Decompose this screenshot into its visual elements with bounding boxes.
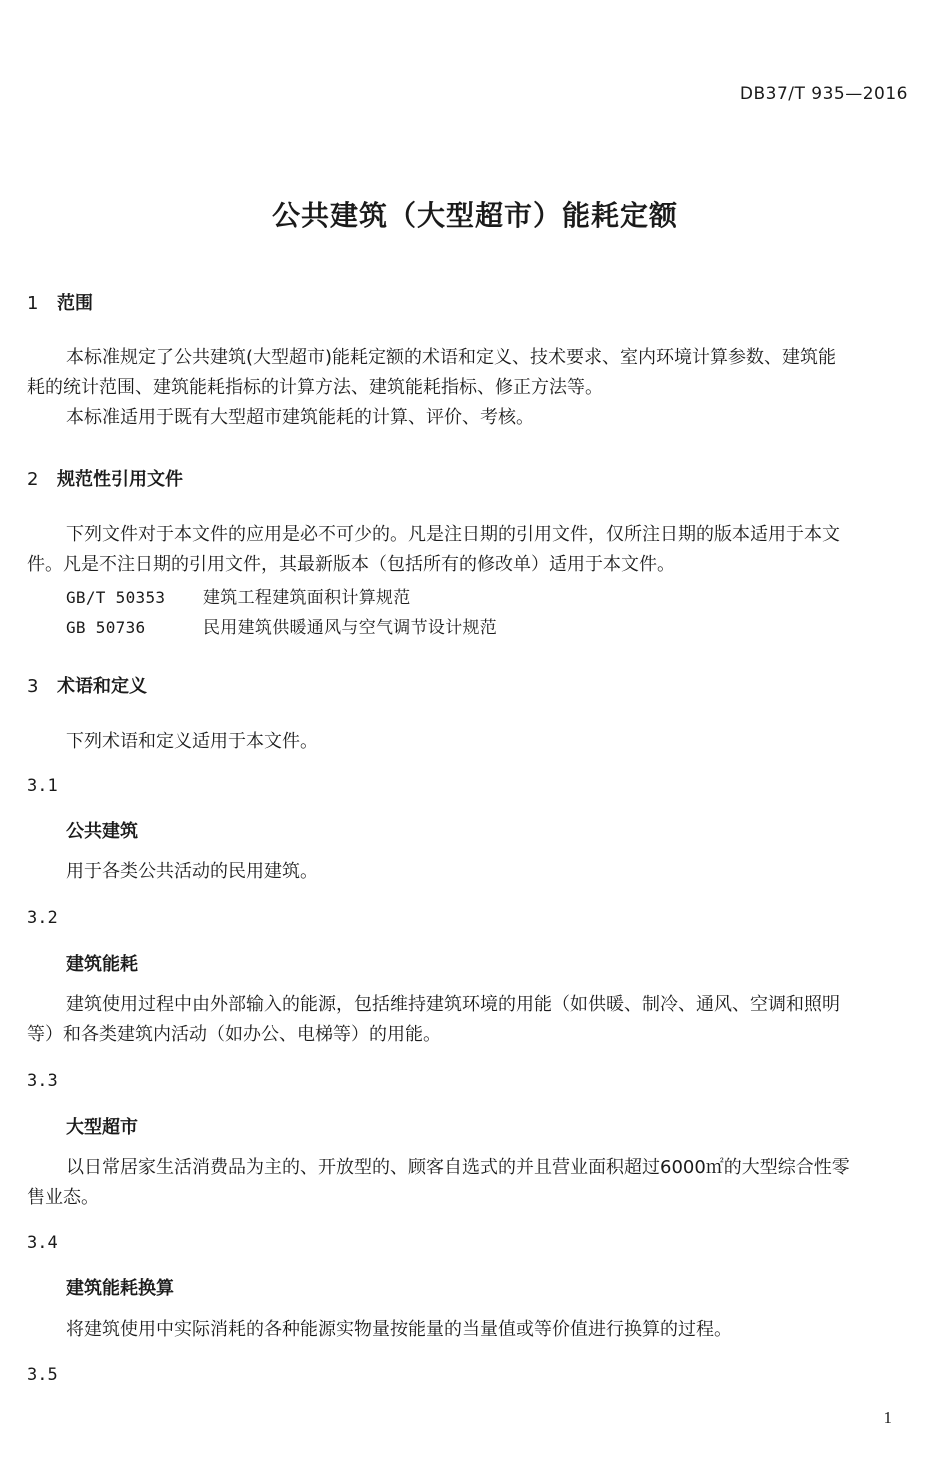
- section-1-heading: [27, 289, 93, 315]
- section-title: 范围: [57, 293, 93, 314]
- section-2-heading: [27, 465, 183, 491]
- paragraph-line: 本标准适用于既有大型超市建筑能耗的计算、评价、考核。: [66, 407, 534, 428]
- term-definition: 用于各类公共活动的民用建筑。: [66, 861, 318, 882]
- term-heading: 公共建筑: [66, 821, 138, 842]
- paragraph-line: 本标准规定了公共建筑(大型超市)能耗定额的术语和定义、技术要求、室内环境计算参数、建筑能: [66, 347, 837, 368]
- section-number: 2: [27, 469, 39, 490]
- reference-code: GB 50736: [66, 618, 146, 637]
- paragraph-line: 下列术语和定义适用于本文件。: [66, 731, 318, 752]
- term-definition: 以日常居家生活消费品为主的、开放型的、顾客自选式的并且营业面积超过6000㎡的大型综合性零: [66, 1157, 850, 1178]
- term-definition: 等）和各类建筑内活动（如办公、电梯等）的用能。: [27, 1024, 441, 1045]
- reference-title: 建筑工程建筑面积计算规范: [203, 588, 411, 608]
- paragraph-line: 下列文件对于本文件的应用是必不可少的。凡是注日期的引用文件，仅所注日期的版本适用于本文: [66, 524, 840, 545]
- clause-number: 3.5: [27, 1365, 58, 1385]
- clause-number: 3.4: [27, 1233, 58, 1253]
- paragraph-line: 耗的统计范围、建筑能耗指标的计算方法、建筑能耗指标、修正方法等。: [27, 377, 603, 398]
- section-number: 3: [27, 676, 39, 697]
- clause-number: 3.2: [27, 908, 58, 928]
- normative-reference: [66, 613, 497, 638]
- term-definition: 建筑使用过程中由外部输入的能源，包括维持建筑环境的用能（如供暖、制冷、通风、空调和照明: [66, 994, 840, 1015]
- section-3-heading: [27, 672, 147, 698]
- term-heading: 建筑能耗: [66, 954, 138, 975]
- page-number: 1: [883, 1408, 892, 1427]
- clause-number: 3.1: [27, 776, 58, 796]
- normative-reference: [66, 583, 411, 608]
- term-definition: 售业态。: [27, 1187, 99, 1208]
- term-definition: 将建筑使用中实际消耗的各种能源实物量按能量的当量值或等价值进行换算的过程。: [66, 1319, 732, 1340]
- document-title: 公共建筑（大型超市）能耗定额: [271, 199, 678, 232]
- section-title: 术语和定义: [57, 676, 147, 697]
- section-title: 规范性引用文件: [57, 469, 183, 490]
- term-heading: 大型超市: [66, 1117, 138, 1138]
- reference-code: GB/T 50353: [66, 588, 166, 607]
- section-number: 1: [27, 293, 39, 314]
- paragraph-line: 件。凡是不注日期的引用文件，其最新版本（包括所有的修改单）适用于本文件。: [27, 554, 675, 575]
- document-code: DB37/T 935—2016: [739, 84, 908, 104]
- term-heading: 建筑能耗换算: [66, 1278, 174, 1299]
- reference-title: 民用建筑供暖通风与空气调节设计规范: [203, 618, 498, 638]
- clause-number: 3.3: [27, 1071, 58, 1091]
